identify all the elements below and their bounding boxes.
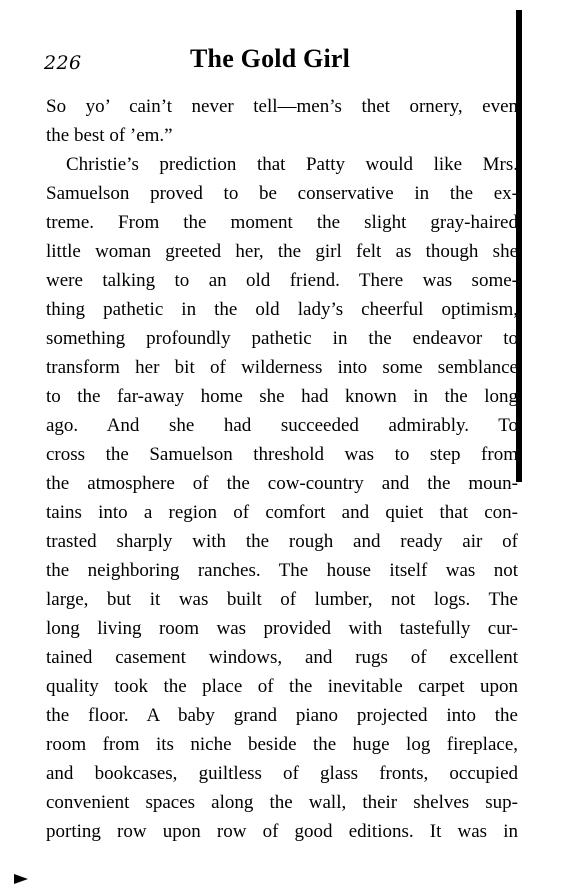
text-line: long living room was provided with tastefully cur-	[46, 618, 518, 639]
text-line: treme. From the moment the slight gray-haired	[46, 212, 518, 233]
text-line: large, but it was built of lumber, not logs. The	[46, 589, 518, 610]
text-line: the neighboring ranches. The house itself was not	[46, 560, 518, 581]
corner-arrow-icon	[14, 874, 28, 884]
text-line: the best of ’em.”	[46, 125, 173, 146]
text-line: convenient spaces along the wall, their shelves sup-	[46, 792, 518, 813]
body-text	[46, 92, 518, 846]
text-line: to the far-away home she had known in the long	[46, 386, 518, 407]
text-line: ago. And she had succeeded admirably. To	[46, 415, 518, 436]
text-line: the atmosphere of the cow-country and the moun-	[46, 473, 518, 494]
text-line: quality took the place of the inevitable carpet upon	[46, 676, 518, 697]
text-line: So yo’ cain’t never tell—men’s thet ornery, even	[46, 96, 518, 117]
text-line: little woman greeted her, the girl felt as though she	[46, 241, 518, 262]
text-line: thing pathetic in the old lady’s cheerful optimism,	[46, 299, 518, 320]
text-line: tains into a region of comfort and quiet that con-	[46, 502, 518, 523]
text-line: porting row upon row of good editions. It was in	[46, 821, 518, 842]
text-line: Christie’s prediction that Patty would like Mrs.	[66, 154, 518, 175]
text-line: trasted sharply with the rough and ready air of	[46, 531, 518, 552]
running-title: The Gold Girl	[190, 44, 351, 73]
text-line: something profoundly pathetic in the endeavor to	[46, 328, 518, 349]
page-header	[44, 46, 504, 78]
text-line: were talking to an old friend. There was some-	[46, 270, 518, 291]
text-line: transform her bit of wilderness into some semblance	[46, 357, 518, 378]
text-line: the floor. A baby grand piano projected into the	[46, 705, 518, 726]
text-line: cross the Samuelson threshold was to step from	[46, 444, 518, 465]
text-line: room from its niche beside the huge log fireplace,	[46, 734, 518, 755]
page-number: 226	[44, 52, 82, 74]
text-line: tained casement windows, and rugs of excellent	[46, 647, 518, 668]
text-line: Samuelson proved to be conservative in the ex-	[46, 183, 518, 204]
text-line: and bookcases, guiltless of glass fronts, occupied	[46, 763, 518, 784]
